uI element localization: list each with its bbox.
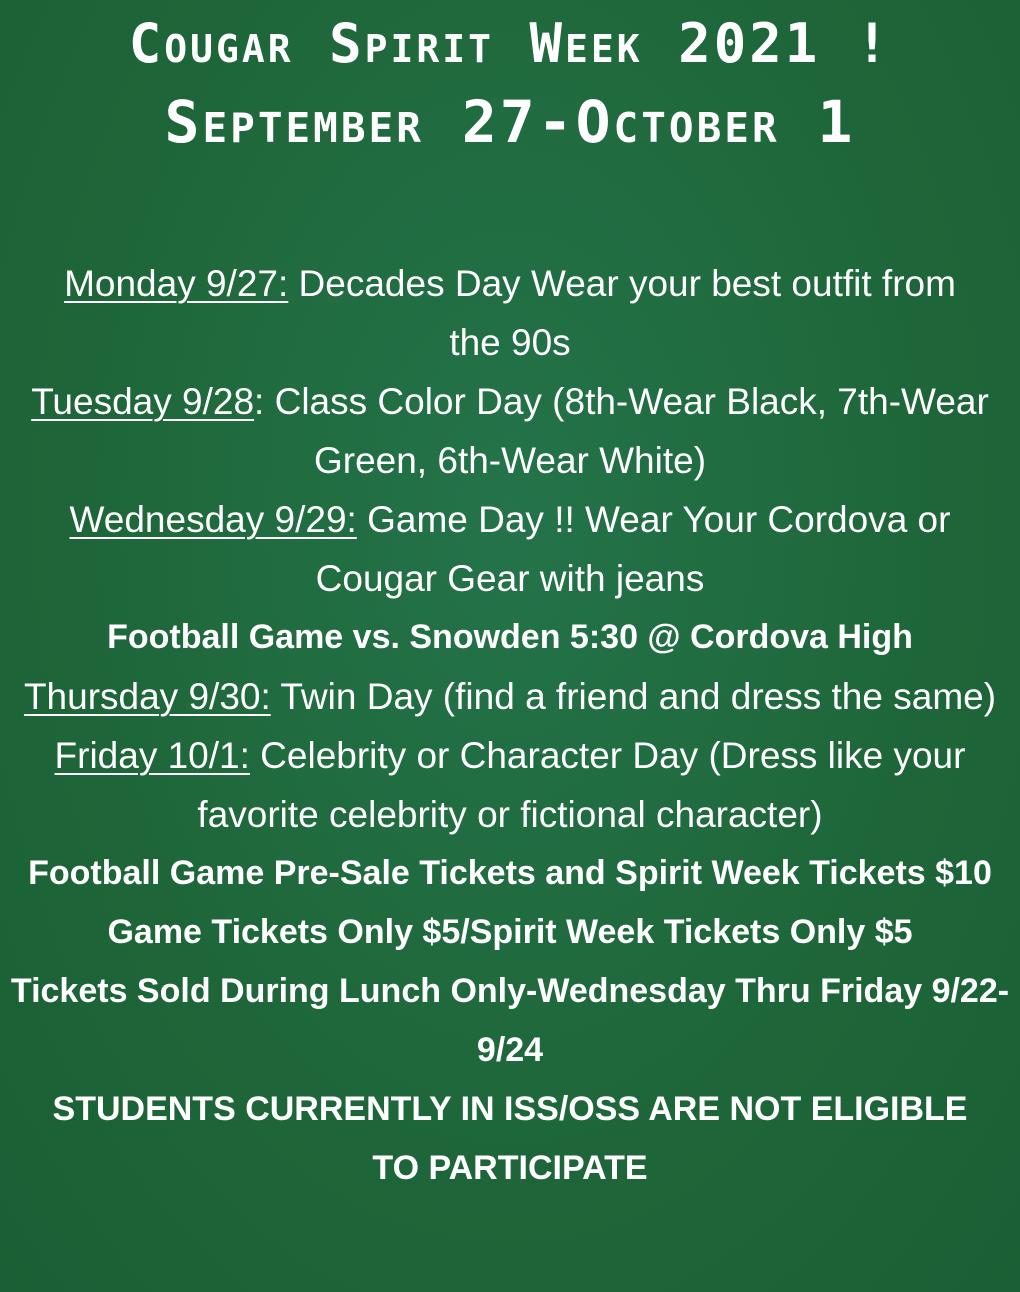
day-label: Friday 10/1: [54, 735, 250, 776]
day-description: Decades Day Wear your best outfit from the 90s [288, 263, 956, 363]
day-label: Monday 9/27: [64, 263, 289, 304]
day-label: Tuesday 9/28 [31, 381, 255, 422]
tickets-info: Football Game Pre-Sale Tickets and Spirit Week Tickets $10 Game Tickets Only $5/Spirit Week Tickets Only $5 [28, 854, 992, 951]
schedule-day-monday [4, 254, 1016, 372]
day-label: Thursday 9/30: [23, 676, 271, 717]
football-game-announcement: Football Game vs. Snowden 5:30 @ Cordova High [107, 618, 913, 656]
eligibility-notice: STUDENTS CURRENTLY IN ISS/OSS ARE NOT ELIGIBLE TO PARTICIPATE [52, 1090, 968, 1187]
day-description: Game Day !! Wear Your Cordova or Cougar Gear with jeans [315, 499, 951, 599]
day-description: : Class Color Day (8th-Wear Black, 7th-Wear Green, 6th-Wear White) [254, 381, 989, 481]
schedule-day-wednesday [4, 490, 1016, 608]
flyer-header [0, 0, 1020, 172]
day-description: Celebrity or Character Day (Dress like your favorite celebrity or fictional character) [197, 735, 966, 835]
schedule-day-thursday [4, 667, 1016, 726]
schedule-day-tuesday [4, 372, 1016, 490]
flyer-dates: September 27-October 1 [164, 88, 856, 156]
tickets-sold-info: Tickets Sold During Lunch Only-Wednesday Thru Friday 9/22-9/24 [10, 972, 1010, 1069]
day-description: Twin Day (find a friend and dress the same) [270, 676, 997, 717]
day-label: Wednesday 9/29: [69, 499, 357, 540]
schedule-day-friday [4, 726, 1016, 844]
flyer-title: Cougar Spirit Week 2021 ! [128, 12, 892, 75]
schedule [0, 254, 1020, 1198]
